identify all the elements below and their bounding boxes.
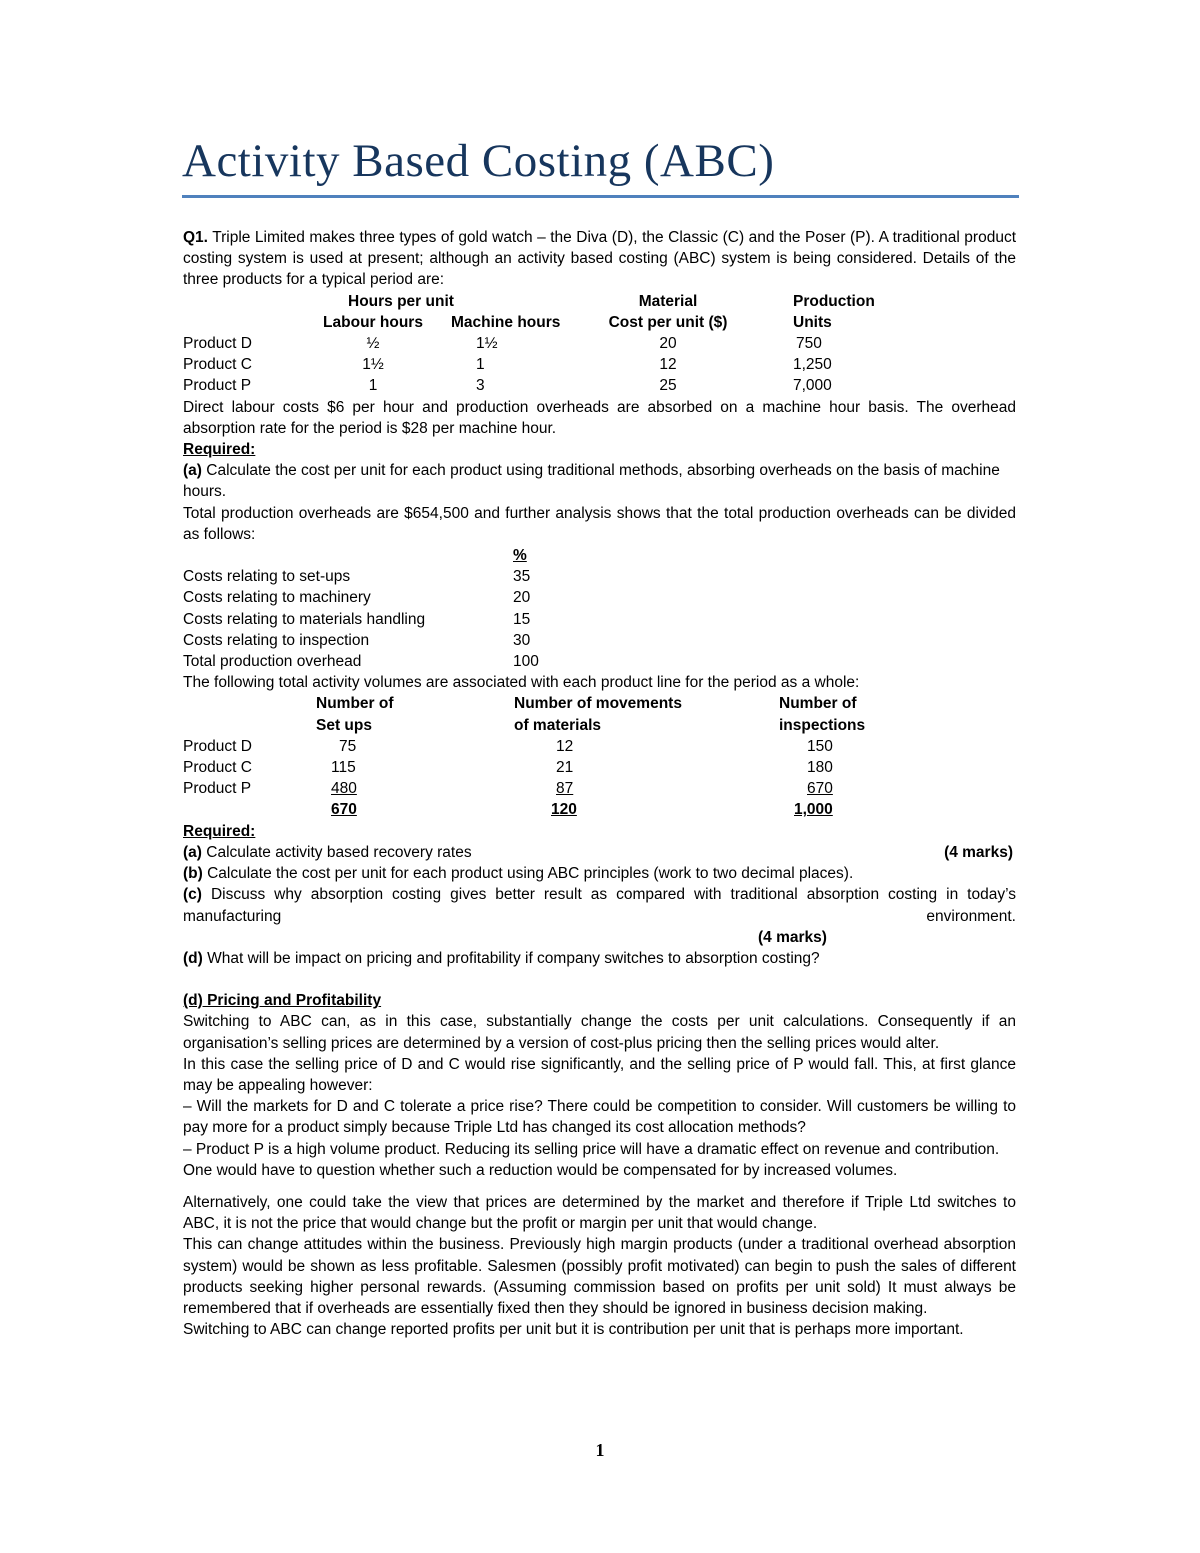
table-cell xyxy=(779,799,879,820)
table-cell: 75 xyxy=(339,737,357,755)
answer-paragraph: Switching to ABC can change reported profits per unit but it is contribution per unit that is perhaps more important. xyxy=(183,1321,964,1339)
table-header-cell xyxy=(183,693,316,714)
table-header-cell: Units xyxy=(793,313,832,331)
table-cell: Costs relating to set-ups xyxy=(183,568,351,586)
total-value: 1,000 xyxy=(794,801,833,819)
table-cell: 3 xyxy=(476,377,485,395)
table-cell: 1½ xyxy=(476,335,498,353)
table-row xyxy=(183,609,573,630)
table-cell: 20 xyxy=(659,335,677,353)
overhead-breakdown-table xyxy=(183,545,573,672)
underlined-value: 480 xyxy=(331,780,357,798)
table-cell: 7,000 xyxy=(793,377,832,395)
req-a-label: (a) xyxy=(183,843,202,861)
table-row xyxy=(183,587,573,608)
activity-volumes-table xyxy=(183,693,879,820)
table-cell: 115 xyxy=(331,759,356,777)
answer-paragraph: – Product P is a high volume product. Reducing its selling price will have a dramatic effect on revenue and contribution. xyxy=(183,1140,1000,1158)
table-cell xyxy=(514,799,779,820)
table-cell xyxy=(779,778,879,799)
table-cell: 21 xyxy=(556,759,574,777)
req-a xyxy=(183,842,1016,863)
table-cell: Costs relating to inspection xyxy=(183,631,370,649)
document-body xyxy=(183,227,1016,1340)
table-header-cell: Material xyxy=(638,292,698,310)
product-details-table xyxy=(183,291,953,397)
table-header-cell: inspections xyxy=(779,716,866,734)
table-cell: Product D xyxy=(183,737,252,755)
table-cell: Costs relating to materials handling xyxy=(183,610,426,628)
answer-paragraph: – Will the markets for D and C tolerate a price rise? There could be competition to consider. Will customers be willing to pay more for a product simply because Triple Ltd has changed its cost allocation methods? xyxy=(183,1098,1016,1137)
table-header-cell: Machine hours xyxy=(451,313,561,331)
q1-label: Q1. xyxy=(183,229,208,246)
overheads-text: Total production overheads are $654,500 and further analysis shows that the total production overheads can be divided as follows: xyxy=(183,504,1016,543)
underlined-value: 670 xyxy=(807,780,833,798)
answer-paragraph: Alternatively, one could take the view that prices are determined by the market and therefore if Triple Ltd switches to ABC, it is not the price that would change but the profit or margin per unit that would change. xyxy=(183,1193,1016,1233)
table-cell: 12 xyxy=(659,356,677,374)
req-c-text: Discuss why absorption costing gives better result as compared with traditional absorption costing in today’s manufacturing environment. xyxy=(183,886,1016,925)
required-heading: Required: xyxy=(183,441,256,459)
table-row xyxy=(183,757,879,778)
table-cell xyxy=(316,799,514,820)
table-row xyxy=(183,375,953,396)
table-row xyxy=(183,630,573,651)
total-value: 120 xyxy=(551,801,577,819)
req-b-label: (b) xyxy=(183,865,203,883)
req-a-marks: (4 marks) xyxy=(944,843,1013,861)
table-header-cell: Hours per unit xyxy=(348,292,454,310)
table-row xyxy=(183,566,573,587)
table-cell: Total production overhead xyxy=(183,653,362,671)
table-header-row xyxy=(183,715,879,736)
answer-d-heading: (d) Pricing and Profitability xyxy=(183,992,382,1010)
answer-paragraph: One would have to question whether such a reduction would be compensated for by increased volumes. xyxy=(183,1161,898,1179)
table-cell: 180 xyxy=(807,759,833,777)
req-d-label: (d) xyxy=(183,949,203,967)
table-cell: ½ xyxy=(366,335,380,353)
table-header-row xyxy=(183,545,573,566)
table-cell: 15 xyxy=(513,610,531,628)
table-header-cell: Number of xyxy=(316,695,394,713)
table-header-cell: Labour hours xyxy=(323,313,423,331)
total-value: 670 xyxy=(331,801,357,819)
table-row xyxy=(183,778,879,799)
part-a-content: Calculate the cost per unit for each product using traditional methods, absorbing overheads on the basis of machine hours. xyxy=(183,462,1000,501)
req-b xyxy=(183,863,1016,884)
table-header-cell: Number of xyxy=(779,695,857,713)
table-cell: 150 xyxy=(807,737,833,755)
table-header-cell: Cost per unit ($) xyxy=(608,313,728,331)
table-row xyxy=(183,736,879,757)
underlined-value: 87 xyxy=(556,780,574,798)
table-cell: 1 xyxy=(368,377,378,395)
page-number: 1 xyxy=(595,1440,605,1460)
part-a-label: (a) xyxy=(183,462,202,480)
table-cell: 30 xyxy=(513,631,531,649)
table-header-row xyxy=(183,291,953,312)
required-heading-2: Required: xyxy=(183,822,256,840)
req-c-marks: (4 marks) xyxy=(758,928,827,946)
part-a-text xyxy=(183,460,1016,502)
table-cell: 100 xyxy=(513,653,539,671)
table-cell xyxy=(316,778,514,799)
req-d-text: What will be impact on pricing and profitability if company switches to absorption costing? xyxy=(207,949,820,967)
req-b-text: Calculate the cost per unit for each product using ABC principles (work to two decimal places). xyxy=(207,865,854,883)
table-cell: 1,250 xyxy=(793,356,832,374)
table-header-cell: Number of movements xyxy=(514,695,682,713)
table-cell: Product C xyxy=(183,759,252,777)
req-c-label: (c) xyxy=(183,886,202,904)
table-cell: Product P xyxy=(183,780,252,798)
answer-paragraph: Switching to ABC can, as in this case, substantially change the costs per unit calculations. Consequently if an organisation’s selling prices are determined by a version of cost-plus pricing then the selling prices would alter. xyxy=(183,1013,1016,1052)
table-cell: 1½ xyxy=(362,356,384,374)
q1-intro xyxy=(183,227,1016,291)
table-header-cell xyxy=(183,312,298,333)
table-header-cell: of materials xyxy=(514,716,602,734)
req-d xyxy=(183,948,1016,969)
table-row xyxy=(183,651,573,672)
q1-intro-text: Triple Limited makes three types of gold watch – the Diva (D), the Classic (C) and the Poser (P). A traditional product costing system is used at present; although an activity based costing (ABC) system is being considered. Details of the three products for a typical period are: xyxy=(183,229,1017,289)
title-divider xyxy=(182,195,1019,198)
answer-paragraph: This can change attitudes within the business. Previously high margin products (under a traditional overhead absorption system) would be shown as less profitable. Salesmen (possibly profit motivated) can begin to push the sales of different products seeking higher personal rewards. (Assuming commission based on profits per unit sold) It must always be remembered that if overheads are essentially fixed then they should be ignored in business decision making. xyxy=(183,1236,1016,1317)
table-row xyxy=(183,333,953,354)
table-cell: 750 xyxy=(796,335,822,353)
table-header-cell xyxy=(183,715,316,736)
table-cell: Product C xyxy=(183,356,252,374)
table-cell xyxy=(514,778,779,799)
req-a-text: Calculate activity based recovery rates xyxy=(206,843,472,861)
activity-volumes-text: The following total activity volumes are associated with each product line for the period as a whole: xyxy=(183,674,860,692)
table-cell: 35 xyxy=(513,568,531,586)
table-cell: Product P xyxy=(183,377,252,395)
table-header-cell xyxy=(183,291,298,312)
table-cell: 20 xyxy=(513,589,531,607)
answer-paragraph: In this case the selling price of D and C would rise significantly, and the selling price of P would fall. This, at first glance may be appealing however: xyxy=(183,1055,1016,1094)
req-c xyxy=(183,884,1016,948)
table-header-cell: Production xyxy=(793,292,875,310)
table-header-row xyxy=(183,312,953,333)
table-header-row xyxy=(183,693,879,714)
labour-cost-text: Direct labour costs $6 per hour and production overheads are absorbed on a machine hour basis. The overhead absorption rate for the period is $28 per machine hour. xyxy=(183,398,1016,437)
table-row xyxy=(183,354,953,375)
table-cell: 1 xyxy=(476,356,485,374)
table-cell: 25 xyxy=(659,377,677,395)
percent-header: % xyxy=(513,547,527,565)
table-cell: 12 xyxy=(556,737,574,755)
page-title: Activity Based Costing (ABC) xyxy=(182,135,775,187)
table-header-cell: Set ups xyxy=(316,716,372,734)
table-total-row xyxy=(183,799,879,820)
table-cell: Product D xyxy=(183,335,252,353)
table-cell: Costs relating to machinery xyxy=(183,589,371,607)
